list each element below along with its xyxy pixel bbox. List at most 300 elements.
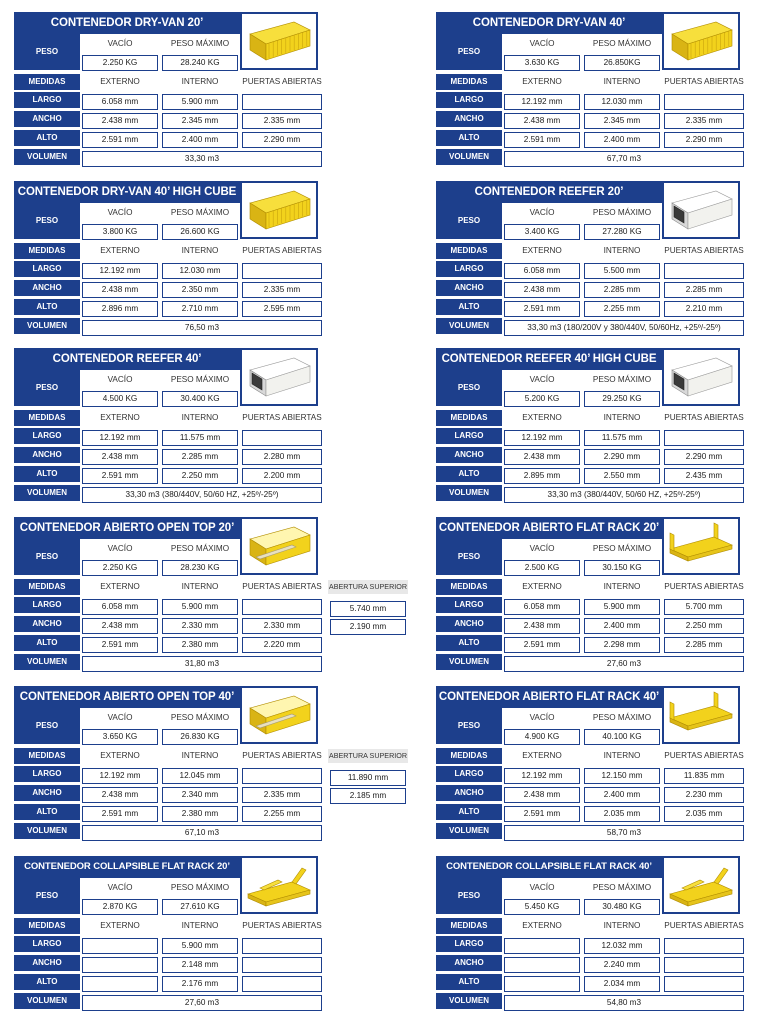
vacio-value: 5.200 KG bbox=[504, 391, 580, 407]
peso-maximo-value: 26.830 KG bbox=[162, 729, 238, 745]
ancho-puertas-value bbox=[664, 957, 744, 973]
peso-maximo-value: 40.100 KG bbox=[584, 729, 660, 745]
largo-externo-value: 6.058 mm bbox=[82, 94, 158, 110]
volumen-label: VOLUMEN bbox=[436, 149, 502, 165]
largo-externo-value: 12.192 mm bbox=[504, 94, 580, 110]
header-externo: EXTERNO bbox=[522, 77, 562, 86]
largo-puertas-value bbox=[664, 263, 744, 279]
header-vacio: VACÍO bbox=[107, 713, 133, 722]
alto-interno-value: 2.255 mm bbox=[584, 301, 660, 317]
ancho-puertas-value: 2.335 mm bbox=[242, 113, 322, 129]
ancho-externo-value: 2.438 mm bbox=[504, 113, 580, 129]
header-interno: INTERNO bbox=[181, 751, 219, 760]
peso-label: PESO bbox=[14, 370, 80, 406]
header-vacio: VACÍO bbox=[107, 375, 133, 384]
largo-puertas-value bbox=[664, 430, 744, 446]
header-puertas-abiertas: PUERTAS ABIERTAS bbox=[664, 246, 744, 255]
card-title: CONTENEDOR REEFER 40’ bbox=[14, 348, 240, 370]
volumen-value: 33,30 m3 (180/200V y 380/440V, 50/60Hz, +25º/-25º) bbox=[504, 320, 744, 336]
alto-label: ALTO bbox=[14, 974, 80, 990]
ancho-label: ANCHO bbox=[14, 447, 80, 463]
ancho-interno-value: 2.148 mm bbox=[162, 957, 238, 973]
vacio-value: 3.630 KG bbox=[504, 55, 580, 71]
card-title: CONTENEDOR COLLAPSIBLE FLAT RACK 40’ bbox=[436, 856, 662, 878]
alto-label: ALTO bbox=[436, 299, 502, 315]
largo-label: LARGO bbox=[436, 597, 502, 613]
largo-label: LARGO bbox=[14, 936, 80, 952]
ancho-label: ANCHO bbox=[14, 785, 80, 801]
flat-rack-container-icon bbox=[662, 517, 740, 575]
ancho-puertas-value: 2.335 mm bbox=[664, 113, 744, 129]
medidas-label: MEDIDAS bbox=[436, 748, 502, 764]
alto-externo-value bbox=[504, 976, 580, 992]
largo-interno-value: 12.030 mm bbox=[162, 263, 238, 279]
medidas-label: MEDIDAS bbox=[436, 579, 502, 595]
alto-interno-value: 2.550 mm bbox=[584, 468, 660, 484]
container-card bbox=[436, 856, 746, 1014]
alto-interno-value: 2.298 mm bbox=[584, 637, 660, 653]
medidas-label: MEDIDAS bbox=[436, 243, 502, 259]
header-externo: EXTERNO bbox=[100, 246, 140, 255]
ancho-label: ANCHO bbox=[14, 955, 80, 971]
ancho-label: ANCHO bbox=[436, 616, 502, 632]
peso-maximo-value: 27.610 KG bbox=[162, 899, 238, 915]
peso-label: PESO bbox=[14, 878, 80, 914]
reefer-container-icon bbox=[662, 348, 740, 406]
volumen-value: 67,10 m3 bbox=[82, 825, 322, 841]
header-puertas-abiertas: PUERTAS ABIERTAS bbox=[242, 413, 322, 422]
alto-label: ALTO bbox=[436, 974, 502, 990]
volumen-value: 67,70 m3 bbox=[504, 151, 744, 167]
header-externo: EXTERNO bbox=[522, 582, 562, 591]
open-top-container-icon bbox=[240, 517, 318, 575]
open-top-container-icon bbox=[240, 686, 318, 744]
peso-maximo-value: 30.150 KG bbox=[584, 560, 660, 576]
medidas-label: MEDIDAS bbox=[14, 918, 80, 934]
alto-externo-value: 2.896 mm bbox=[82, 301, 158, 317]
largo-interno-value: 5.900 mm bbox=[162, 938, 238, 954]
volumen-label: VOLUMEN bbox=[14, 823, 80, 839]
alto-externo-value bbox=[82, 976, 158, 992]
largo-label: LARGO bbox=[436, 766, 502, 782]
alto-interno-value: 2.710 mm bbox=[162, 301, 238, 317]
container-card bbox=[14, 181, 324, 339]
header-interno: INTERNO bbox=[603, 413, 641, 422]
container-card bbox=[436, 181, 746, 339]
largo-externo-value bbox=[82, 938, 158, 954]
medidas-label: MEDIDAS bbox=[436, 918, 502, 934]
alto-label: ALTO bbox=[14, 130, 80, 146]
header-externo: EXTERNO bbox=[522, 413, 562, 422]
largo-label: LARGO bbox=[14, 261, 80, 277]
alto-puertas-value: 2.290 mm bbox=[242, 132, 322, 148]
header-externo: EXTERNO bbox=[100, 77, 140, 86]
dry-van-container-icon bbox=[662, 12, 740, 70]
header-abertura-superior: ABERTURA SUPERIOR bbox=[328, 749, 408, 763]
header-externo: EXTERNO bbox=[100, 413, 140, 422]
abertura-largo-value: 5.740 mm bbox=[330, 601, 406, 617]
medidas-label: MEDIDAS bbox=[14, 243, 80, 259]
card-title: CONTENEDOR REEFER 40’ HIGH CUBE bbox=[436, 348, 662, 370]
largo-interno-value: 11.575 mm bbox=[162, 430, 238, 446]
ancho-label: ANCHO bbox=[436, 111, 502, 127]
vacio-value: 3.800 KG bbox=[82, 224, 158, 240]
peso-label: PESO bbox=[436, 370, 502, 406]
largo-externo-value: 6.058 mm bbox=[504, 263, 580, 279]
alto-label: ALTO bbox=[14, 299, 80, 315]
header-vacio: VACÍO bbox=[529, 208, 555, 217]
alto-interno-value: 2.380 mm bbox=[162, 806, 238, 822]
peso-label: PESO bbox=[436, 539, 502, 575]
alto-externo-value: 2.895 mm bbox=[504, 468, 580, 484]
card-title: CONTENEDOR DRY-VAN 40’ bbox=[436, 12, 662, 34]
header-abertura-superior: ABERTURA SUPERIOR bbox=[328, 580, 408, 594]
peso-maximo-value: 29.250 KG bbox=[584, 391, 660, 407]
header-puertas-abiertas: PUERTAS ABIERTAS bbox=[242, 751, 322, 760]
header-vacio: VACÍO bbox=[529, 544, 555, 553]
alto-puertas-value: 2.595 mm bbox=[242, 301, 322, 317]
ancho-label: ANCHO bbox=[436, 955, 502, 971]
alto-puertas-value: 2.255 mm bbox=[242, 806, 322, 822]
peso-label: PESO bbox=[14, 708, 80, 744]
largo-label: LARGO bbox=[14, 92, 80, 108]
volumen-value: 33,30 m3 (380/440V, 50/60 HZ, +25º/-25º) bbox=[504, 487, 744, 503]
header-puertas-abiertas: PUERTAS ABIERTAS bbox=[664, 582, 744, 591]
header-externo: EXTERNO bbox=[100, 921, 140, 930]
ancho-puertas-value: 2.250 mm bbox=[664, 618, 744, 634]
header-externo: EXTERNO bbox=[522, 246, 562, 255]
header-interno: INTERNO bbox=[603, 582, 641, 591]
ancho-interno-value: 2.340 mm bbox=[162, 787, 238, 803]
volumen-value: 76,50 m3 bbox=[82, 320, 322, 336]
alto-puertas-value: 2.200 mm bbox=[242, 468, 322, 484]
dry-van-container-icon-graphic bbox=[242, 183, 316, 237]
ancho-externo-value: 2.438 mm bbox=[82, 449, 158, 465]
open-top-container-icon-graphic bbox=[242, 688, 316, 742]
medidas-label: MEDIDAS bbox=[14, 410, 80, 426]
card-title: CONTENEDOR DRY-VAN 20’ bbox=[14, 12, 240, 34]
abertura-ancho-value: 2.185 mm bbox=[330, 788, 406, 804]
volumen-value: 27,60 m3 bbox=[82, 995, 322, 1011]
header-peso-maximo: PESO MÁXIMO bbox=[592, 883, 652, 892]
peso-label: PESO bbox=[14, 203, 80, 239]
volumen-label: VOLUMEN bbox=[436, 993, 502, 1009]
header-interno: INTERNO bbox=[181, 413, 219, 422]
alto-interno-value: 2.400 mm bbox=[162, 132, 238, 148]
largo-puertas-value: 5.700 mm bbox=[664, 599, 744, 615]
header-puertas-abiertas: PUERTAS ABIERTAS bbox=[664, 751, 744, 760]
ancho-externo-value: 2.438 mm bbox=[504, 618, 580, 634]
ancho-interno-value: 2.400 mm bbox=[584, 787, 660, 803]
ancho-interno-value: 2.285 mm bbox=[584, 282, 660, 298]
volumen-label: VOLUMEN bbox=[436, 823, 502, 839]
volumen-value: 33,30 m3 (380/440V, 50/60 HZ, +25º/-25º) bbox=[82, 487, 322, 503]
ancho-externo-value bbox=[82, 957, 158, 973]
volumen-label: VOLUMEN bbox=[436, 318, 502, 334]
largo-interno-value: 5.500 mm bbox=[584, 263, 660, 279]
volumen-value: 27,60 m3 bbox=[504, 656, 744, 672]
alto-interno-value: 2.380 mm bbox=[162, 637, 238, 653]
header-peso-maximo: PESO MÁXIMO bbox=[592, 208, 652, 217]
largo-label: LARGO bbox=[14, 766, 80, 782]
largo-externo-value: 12.192 mm bbox=[504, 768, 580, 784]
ancho-puertas-value: 2.290 mm bbox=[664, 449, 744, 465]
dry-van-container-icon-graphic bbox=[242, 14, 316, 68]
alto-label: ALTO bbox=[436, 635, 502, 651]
ancho-externo-value: 2.438 mm bbox=[82, 282, 158, 298]
dry-van-container-icon-graphic bbox=[664, 14, 738, 68]
largo-puertas-value bbox=[664, 938, 744, 954]
abertura-largo-value: 11.890 mm bbox=[330, 770, 406, 786]
vacio-value: 2.250 KG bbox=[82, 55, 158, 71]
reefer-container-icon-graphic bbox=[664, 350, 738, 404]
largo-externo-value: 6.058 mm bbox=[82, 599, 158, 615]
ancho-externo-value: 2.438 mm bbox=[82, 618, 158, 634]
alto-interno-value: 2.176 mm bbox=[162, 976, 238, 992]
peso-label: PESO bbox=[14, 34, 80, 70]
largo-externo-value: 6.058 mm bbox=[504, 599, 580, 615]
alto-externo-value: 2.591 mm bbox=[82, 468, 158, 484]
header-puertas-abiertas: PUERTAS ABIERTAS bbox=[242, 921, 322, 930]
ancho-externo-value: 2.438 mm bbox=[504, 282, 580, 298]
peso-maximo-value: 26.850KG bbox=[584, 55, 660, 71]
ancho-puertas-value bbox=[242, 957, 322, 973]
container-card bbox=[14, 517, 408, 675]
header-puertas-abiertas: PUERTAS ABIERTAS bbox=[664, 921, 744, 930]
alto-interno-value: 2.400 mm bbox=[584, 132, 660, 148]
ancho-puertas-value: 2.285 mm bbox=[664, 282, 744, 298]
alto-puertas-value: 2.285 mm bbox=[664, 637, 744, 653]
reefer-container-icon-graphic bbox=[242, 350, 316, 404]
alto-puertas-value: 2.435 mm bbox=[664, 468, 744, 484]
alto-externo-value: 2.591 mm bbox=[504, 806, 580, 822]
ancho-puertas-value: 2.330 mm bbox=[242, 618, 322, 634]
alto-puertas-value: 2.210 mm bbox=[664, 301, 744, 317]
header-peso-maximo: PESO MÁXIMO bbox=[592, 39, 652, 48]
alto-externo-value: 2.591 mm bbox=[504, 637, 580, 653]
peso-label: PESO bbox=[14, 539, 80, 575]
card-title: CONTENEDOR ABIERTO OPEN TOP 40’ bbox=[14, 686, 240, 708]
header-vacio: VACÍO bbox=[107, 208, 133, 217]
ancho-label: ANCHO bbox=[14, 616, 80, 632]
largo-externo-value: 12.192 mm bbox=[82, 768, 158, 784]
ancho-label: ANCHO bbox=[14, 280, 80, 296]
alto-puertas-value: 2.035 mm bbox=[664, 806, 744, 822]
header-peso-maximo: PESO MÁXIMO bbox=[592, 713, 652, 722]
peso-label: PESO bbox=[436, 708, 502, 744]
vacio-value: 2.250 KG bbox=[82, 560, 158, 576]
medidas-label: MEDIDAS bbox=[14, 579, 80, 595]
largo-interno-value: 12.150 mm bbox=[584, 768, 660, 784]
largo-interno-value: 5.900 mm bbox=[584, 599, 660, 615]
header-puertas-abiertas: PUERTAS ABIERTAS bbox=[242, 246, 322, 255]
medidas-label: MEDIDAS bbox=[436, 74, 502, 90]
card-title: CONTENEDOR DRY-VAN 40’ HIGH CUBE bbox=[14, 181, 240, 203]
alto-puertas-value: 2.290 mm bbox=[664, 132, 744, 148]
largo-externo-value: 12.192 mm bbox=[504, 430, 580, 446]
header-puertas-abiertas: PUERTAS ABIERTAS bbox=[664, 413, 744, 422]
header-peso-maximo: PESO MÁXIMO bbox=[170, 39, 230, 48]
largo-label: LARGO bbox=[14, 597, 80, 613]
header-vacio: VACÍO bbox=[107, 883, 133, 892]
container-card bbox=[14, 12, 324, 170]
alto-label: ALTO bbox=[436, 466, 502, 482]
ancho-interno-value: 2.285 mm bbox=[162, 449, 238, 465]
alto-interno-value: 2.035 mm bbox=[584, 806, 660, 822]
card-title: CONTENEDOR REEFER 20’ bbox=[436, 181, 662, 203]
largo-puertas-value bbox=[242, 938, 322, 954]
ancho-externo-value: 2.438 mm bbox=[82, 787, 158, 803]
card-title: CONTENEDOR ABIERTO OPEN TOP 20’ bbox=[14, 517, 240, 539]
volumen-label: VOLUMEN bbox=[14, 485, 80, 501]
flat-rack-container-icon-graphic bbox=[664, 688, 738, 742]
alto-externo-value: 2.591 mm bbox=[504, 132, 580, 148]
card-title: CONTENEDOR ABIERTO FLAT RACK 40’ bbox=[436, 686, 662, 708]
largo-puertas-value bbox=[242, 263, 322, 279]
container-card bbox=[436, 517, 746, 675]
header-vacio: VACÍO bbox=[107, 39, 133, 48]
reefer-container-icon-graphic bbox=[664, 183, 738, 237]
vacio-value: 3.650 KG bbox=[82, 729, 158, 745]
ancho-label: ANCHO bbox=[14, 111, 80, 127]
collapsible-flat-rack-icon-graphic bbox=[664, 858, 738, 912]
largo-label: LARGO bbox=[14, 428, 80, 444]
header-peso-maximo: PESO MÁXIMO bbox=[170, 375, 230, 384]
ancho-externo-value bbox=[504, 957, 580, 973]
peso-maximo-value: 26.600 KG bbox=[162, 224, 238, 240]
alto-interno-value: 2.034 mm bbox=[584, 976, 660, 992]
alto-puertas-value bbox=[664, 976, 744, 992]
vacio-value: 3.400 KG bbox=[504, 224, 580, 240]
largo-label: LARGO bbox=[436, 428, 502, 444]
ancho-puertas-value: 2.230 mm bbox=[664, 787, 744, 803]
vacio-value: 4.500 KG bbox=[82, 391, 158, 407]
largo-puertas-value bbox=[242, 768, 322, 784]
abertura-ancho-value: 2.190 mm bbox=[330, 619, 406, 635]
alto-label: ALTO bbox=[436, 130, 502, 146]
largo-interno-value: 12.045 mm bbox=[162, 768, 238, 784]
vacio-value: 2.500 KG bbox=[504, 560, 580, 576]
open-top-container-icon-graphic bbox=[242, 519, 316, 573]
largo-puertas-value: 11.835 mm bbox=[664, 768, 744, 784]
alto-externo-value: 2.591 mm bbox=[82, 806, 158, 822]
flat-rack-container-icon bbox=[662, 686, 740, 744]
ancho-label: ANCHO bbox=[436, 280, 502, 296]
volumen-label: VOLUMEN bbox=[14, 993, 80, 1009]
alto-label: ALTO bbox=[14, 635, 80, 651]
header-interno: INTERNO bbox=[181, 77, 219, 86]
vacio-value: 4.900 KG bbox=[504, 729, 580, 745]
container-card bbox=[436, 12, 746, 170]
ancho-externo-value: 2.438 mm bbox=[82, 113, 158, 129]
ancho-puertas-value: 2.335 mm bbox=[242, 282, 322, 298]
alto-puertas-value: 2.220 mm bbox=[242, 637, 322, 653]
ancho-interno-value: 2.345 mm bbox=[162, 113, 238, 129]
largo-externo-value: 12.192 mm bbox=[82, 430, 158, 446]
peso-label: PESO bbox=[436, 878, 502, 914]
header-puertas-abiertas: PUERTAS ABIERTAS bbox=[664, 77, 744, 86]
alto-externo-value: 2.591 mm bbox=[504, 301, 580, 317]
header-externo: EXTERNO bbox=[100, 582, 140, 591]
header-externo: EXTERNO bbox=[100, 751, 140, 760]
header-puertas-abiertas: PUERTAS ABIERTAS bbox=[242, 77, 322, 86]
peso-maximo-value: 27.280 KG bbox=[584, 224, 660, 240]
alto-interno-value: 2.250 mm bbox=[162, 468, 238, 484]
volumen-label: VOLUMEN bbox=[436, 485, 502, 501]
largo-puertas-value bbox=[242, 94, 322, 110]
header-interno: INTERNO bbox=[181, 582, 219, 591]
collapsible-flat-rack-icon bbox=[662, 856, 740, 914]
peso-maximo-value: 28.230 KG bbox=[162, 560, 238, 576]
alto-label: ALTO bbox=[14, 466, 80, 482]
container-card bbox=[14, 856, 324, 1014]
ancho-label: ANCHO bbox=[436, 785, 502, 801]
largo-interno-value: 12.032 mm bbox=[584, 938, 660, 954]
alto-label: ALTO bbox=[14, 804, 80, 820]
collapsible-flat-rack-icon bbox=[240, 856, 318, 914]
peso-label: PESO bbox=[436, 34, 502, 70]
largo-label: LARGO bbox=[436, 936, 502, 952]
reefer-container-icon bbox=[240, 348, 318, 406]
medidas-label: MEDIDAS bbox=[436, 410, 502, 426]
medidas-label: MEDIDAS bbox=[14, 74, 80, 90]
header-externo: EXTERNO bbox=[522, 751, 562, 760]
ancho-interno-value: 2.345 mm bbox=[584, 113, 660, 129]
volumen-value: 31,80 m3 bbox=[82, 656, 322, 672]
volumen-value: 58,70 m3 bbox=[504, 825, 744, 841]
ancho-externo-value: 2.438 mm bbox=[504, 449, 580, 465]
largo-puertas-value bbox=[242, 430, 322, 446]
largo-label: LARGO bbox=[436, 261, 502, 277]
header-vacio: VACÍO bbox=[529, 883, 555, 892]
header-vacio: VACÍO bbox=[529, 713, 555, 722]
volumen-value: 54,80 m3 bbox=[504, 995, 744, 1011]
ancho-interno-value: 2.400 mm bbox=[584, 618, 660, 634]
card-title: CONTENEDOR ABIERTO FLAT RACK 20’ bbox=[436, 517, 662, 539]
header-peso-maximo: PESO MÁXIMO bbox=[170, 208, 230, 217]
ancho-interno-value: 2.350 mm bbox=[162, 282, 238, 298]
container-card bbox=[436, 348, 746, 506]
ancho-externo-value: 2.438 mm bbox=[504, 787, 580, 803]
largo-interno-value: 5.900 mm bbox=[162, 599, 238, 615]
ancho-puertas-value: 2.335 mm bbox=[242, 787, 322, 803]
collapsible-flat-rack-icon-graphic bbox=[242, 858, 316, 912]
container-card bbox=[436, 686, 746, 844]
header-interno: INTERNO bbox=[181, 246, 219, 255]
dry-van-container-icon bbox=[240, 12, 318, 70]
peso-label: PESO bbox=[436, 203, 502, 239]
header-peso-maximo: PESO MÁXIMO bbox=[170, 713, 230, 722]
largo-interno-value: 5.900 mm bbox=[162, 94, 238, 110]
header-interno: INTERNO bbox=[603, 751, 641, 760]
header-interno: INTERNO bbox=[603, 77, 641, 86]
volumen-label: VOLUMEN bbox=[436, 654, 502, 670]
largo-interno-value: 11.575 mm bbox=[584, 430, 660, 446]
largo-label: LARGO bbox=[436, 92, 502, 108]
ancho-interno-value: 2.290 mm bbox=[584, 449, 660, 465]
volumen-label: VOLUMEN bbox=[14, 654, 80, 670]
header-peso-maximo: PESO MÁXIMO bbox=[592, 544, 652, 553]
reefer-container-icon bbox=[662, 181, 740, 239]
alto-externo-value: 2.591 mm bbox=[82, 132, 158, 148]
peso-maximo-value: 28.240 KG bbox=[162, 55, 238, 71]
largo-puertas-value bbox=[664, 94, 744, 110]
container-card bbox=[14, 348, 324, 506]
header-peso-maximo: PESO MÁXIMO bbox=[592, 375, 652, 384]
header-vacio: VACÍO bbox=[529, 39, 555, 48]
largo-externo-value: 12.192 mm bbox=[82, 263, 158, 279]
peso-maximo-value: 30.400 KG bbox=[162, 391, 238, 407]
